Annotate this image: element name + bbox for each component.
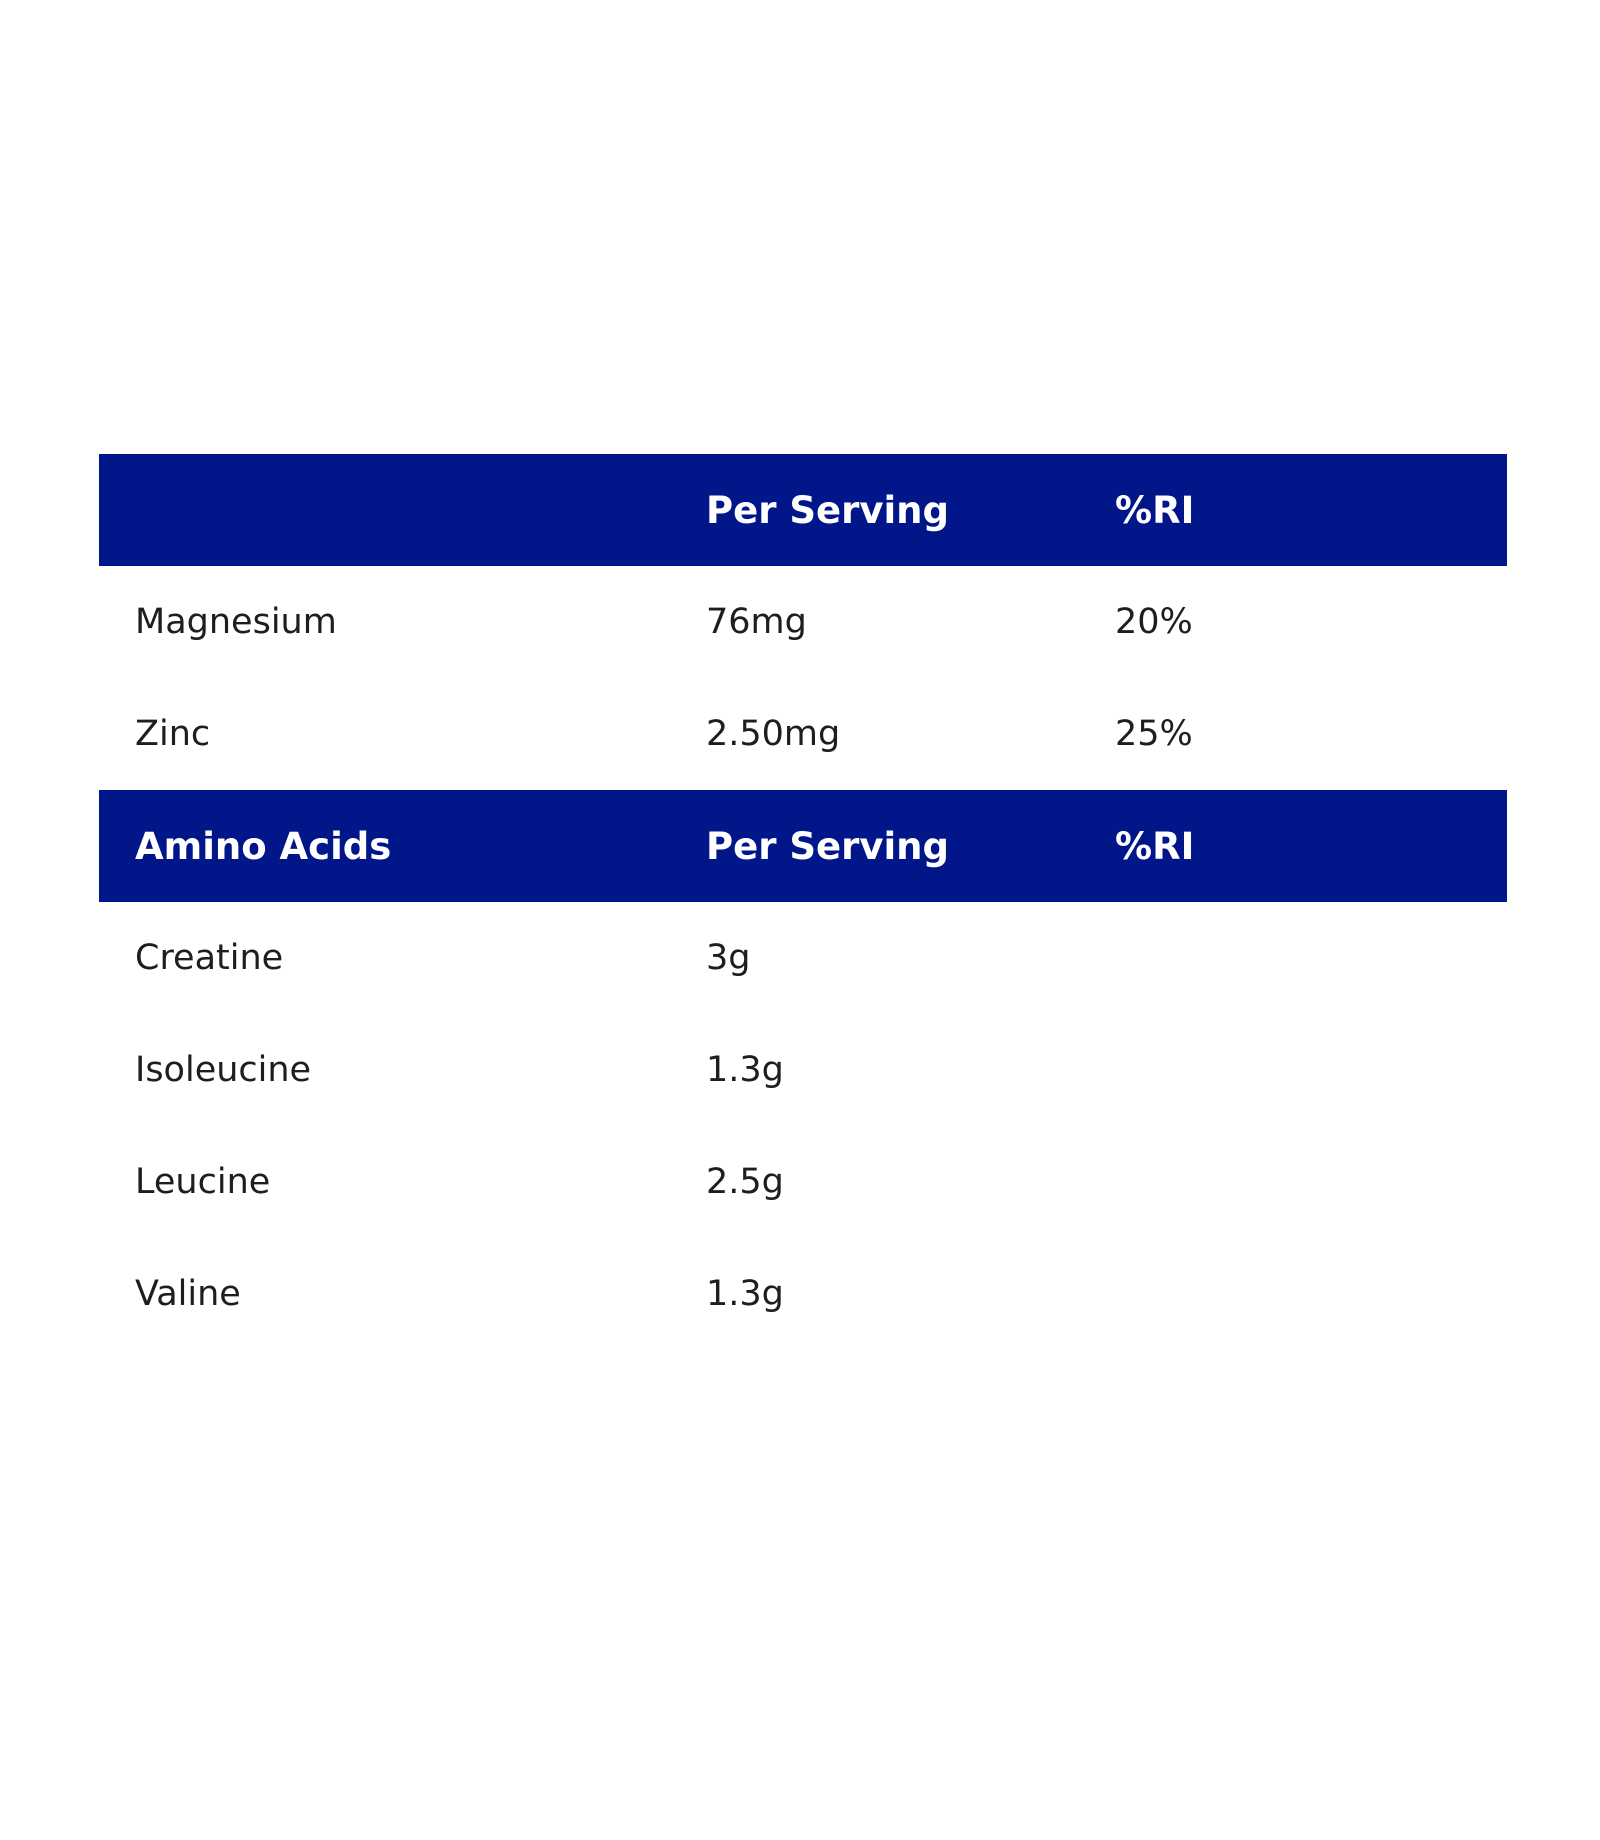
nutrient-name: Creatine <box>135 938 284 978</box>
per-serving-value: 2.50mg <box>706 714 841 754</box>
header-ri-cell: %RI <box>1115 824 1195 868</box>
header-per-serving-cell: Per Serving <box>706 488 949 532</box>
nutrient-name: Leucine <box>135 1162 271 1202</box>
table-row <box>99 902 1507 1014</box>
header-per-serving-cell: Per Serving <box>706 824 949 868</box>
header-ri-cell: %RI <box>1115 488 1195 532</box>
amino-acids-header-row <box>99 790 1507 902</box>
nutrient-name: Isoleucine <box>135 1050 312 1090</box>
nutrient-name: Zinc <box>135 714 211 754</box>
nutrition-table <box>99 454 1507 1350</box>
minerals-header-row <box>99 454 1507 566</box>
per-serving-value: 3g <box>706 938 751 978</box>
ri-value: 25% <box>1115 714 1193 754</box>
header-name-cell: Amino Acids <box>135 824 392 868</box>
table-row <box>99 678 1507 790</box>
ri-value: 20% <box>1115 602 1193 642</box>
per-serving-value: 1.3g <box>706 1050 784 1090</box>
nutrient-name: Magnesium <box>135 602 337 642</box>
table-row <box>99 1014 1507 1126</box>
table-row <box>99 1126 1507 1238</box>
per-serving-value: 2.5g <box>706 1162 784 1202</box>
per-serving-value: 76mg <box>706 602 807 642</box>
table-row <box>99 566 1507 678</box>
nutrient-name: Valine <box>135 1274 241 1314</box>
per-serving-value: 1.3g <box>706 1274 784 1314</box>
table-row <box>99 1238 1507 1350</box>
